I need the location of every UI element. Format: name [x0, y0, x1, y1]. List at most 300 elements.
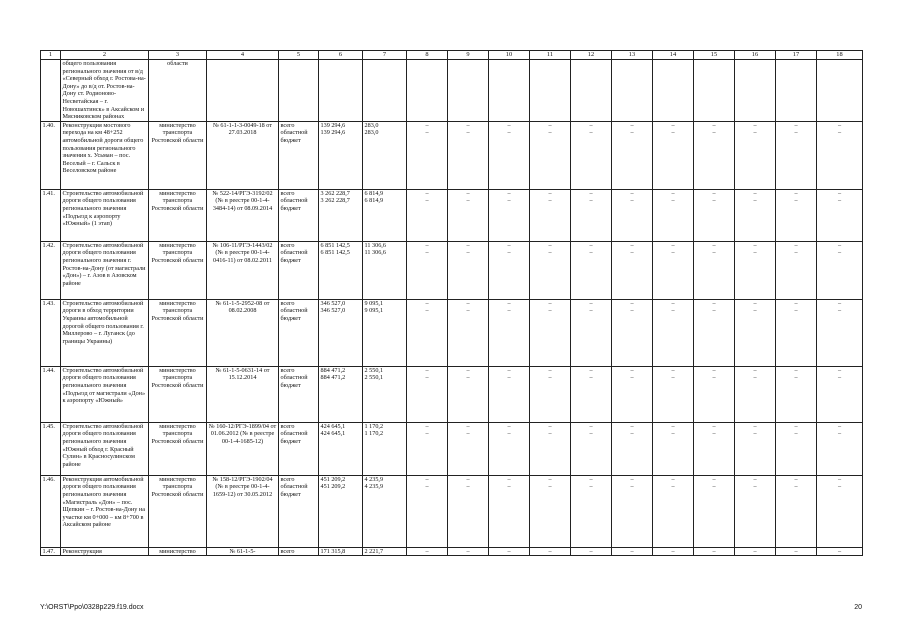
- empty-cell: [612, 60, 653, 122]
- table-row: [41, 422, 863, 475]
- dash-mark: –: [794, 307, 798, 315]
- dash-mark: –: [466, 241, 470, 249]
- row-number-cell: 1.45.: [41, 422, 61, 475]
- year-amount-cell: [407, 241, 448, 299]
- empty-cell: [735, 60, 776, 122]
- expertise-doc-cell: № 106-11/РГЭ-1443/02 (№ в реестре 00-1-4-0416-11) от 08.02.2011: [207, 241, 279, 299]
- column-number: 4: [207, 51, 279, 60]
- year-amount-cell: [776, 241, 817, 299]
- estimated-cost-cell: [319, 366, 363, 422]
- dash-mark: –: [630, 547, 634, 555]
- year-amount-cell: [448, 299, 489, 366]
- dash-mark: –: [794, 430, 798, 438]
- dash-mark: –: [548, 249, 552, 257]
- dash-mark: –: [466, 189, 470, 197]
- funding-regional-label: областной бюджет: [280, 374, 308, 389]
- dash-mark: –: [548, 307, 552, 315]
- column-number: 10: [489, 51, 530, 60]
- dash-mark: –: [671, 430, 675, 438]
- dash-mark: –: [753, 189, 757, 197]
- object-name-cell: Реконструкция мостового перехода на км 48+252 автомобильной дороги общего пользования регионального значения х. Усьман – пос. Веселый – г. Сальск в Веселовском районе: [61, 121, 149, 189]
- estimated-cost-cell: [319, 241, 363, 299]
- dash-mark: –: [507, 299, 511, 307]
- dash-mark: –: [712, 249, 716, 257]
- estimated-cost-cell: [319, 422, 363, 475]
- dash-mark: –: [425, 430, 429, 438]
- dash-mark: –: [753, 475, 757, 483]
- year-amount-cell: [612, 422, 653, 475]
- year-amount-cell: [448, 422, 489, 475]
- dash-mark: –: [548, 121, 552, 129]
- year-amount-cell: [776, 299, 817, 366]
- dash-mark: –: [589, 121, 593, 129]
- funding-source-cell: [279, 475, 319, 547]
- customer-cell: министерство транспорта Ростовской области: [149, 422, 207, 475]
- year-amount-cell: [489, 475, 530, 547]
- year-amount-cell: [571, 547, 612, 556]
- dash-mark: –: [548, 189, 552, 197]
- empty-cell: [448, 60, 489, 122]
- year-amount-cell: [448, 366, 489, 422]
- year-amount-cell: [817, 366, 863, 422]
- column-number: 18: [817, 51, 863, 60]
- year-amount-cell: [653, 241, 694, 299]
- year-amount-cell: [653, 121, 694, 189]
- empty-cell: [279, 60, 319, 122]
- dash-mark: –: [507, 430, 511, 438]
- dash-mark: –: [507, 374, 511, 382]
- year-amount-cell: [694, 422, 735, 475]
- dash-mark: –: [630, 299, 634, 307]
- dash-mark: –: [425, 197, 429, 205]
- funding-total-label: всего: [280, 422, 295, 430]
- dash-mark: –: [837, 430, 842, 438]
- dash-mark: –: [466, 307, 470, 315]
- year-amount-cell: [694, 241, 735, 299]
- dash-mark: –: [589, 197, 593, 205]
- dash-mark: –: [425, 241, 429, 249]
- year-amount-cell: [571, 366, 612, 422]
- estimated-cost-cell: [319, 189, 363, 241]
- page-number: 20: [854, 604, 862, 611]
- dash-mark: –: [712, 483, 716, 491]
- dash-mark: –: [466, 197, 470, 205]
- year-amount-cell: [653, 475, 694, 547]
- row-number-cell: 1.44.: [41, 366, 61, 422]
- dash-mark: –: [837, 374, 842, 382]
- dash-mark: –: [589, 374, 593, 382]
- year-amount-cell: [817, 299, 863, 366]
- expertise-doc-cell: № 160-12/РГЭ-1899/04 от 01.06.2012 (№ в реестре 00-1-4-1685-12): [207, 422, 279, 475]
- funding-source-cell: [279, 121, 319, 189]
- year-amount-cell: [448, 241, 489, 299]
- dash-mark: –: [425, 249, 429, 257]
- dash-mark: –: [712, 129, 716, 137]
- year-amount-cell: [653, 422, 694, 475]
- year-amount-cell: [817, 189, 863, 241]
- capacity-total: 9 095,1: [364, 299, 384, 307]
- dash-mark: –: [753, 197, 757, 205]
- dash-mark: –: [712, 475, 716, 483]
- dash-mark: –: [837, 483, 842, 491]
- dash-mark: –: [548, 241, 552, 249]
- dash-mark: –: [712, 366, 716, 374]
- dash-mark: –: [589, 189, 593, 197]
- dash-mark: –: [671, 121, 675, 129]
- dash-mark: –: [507, 475, 511, 483]
- dash-mark: –: [548, 475, 552, 483]
- dash-mark: –: [466, 129, 470, 137]
- table-row: [41, 299, 863, 366]
- dash-mark: –: [466, 483, 470, 491]
- dash-mark: –: [507, 483, 511, 491]
- capacity-cell: [363, 366, 407, 422]
- expertise-doc-cell: № 61-1-5-0631-14 от 15.12.2014: [207, 366, 279, 422]
- capacity-total: 4 235,9: [364, 475, 384, 483]
- estimated-cost-total: 6 851 142,5: [320, 241, 350, 249]
- dash-mark: –: [466, 430, 470, 438]
- year-amount-cell: [489, 121, 530, 189]
- dash-mark: –: [507, 121, 511, 129]
- dash-mark: –: [794, 197, 798, 205]
- column-number: 15: [694, 51, 735, 60]
- year-amount-cell: [817, 121, 863, 189]
- dash-mark: –: [630, 189, 634, 197]
- capacity-regional: 2 550,1: [364, 374, 384, 382]
- dash-mark: –: [466, 366, 470, 374]
- dash-mark: –: [589, 299, 593, 307]
- capacity-total: 2 550,1: [364, 366, 384, 374]
- dash-mark: –: [794, 547, 798, 555]
- year-amount-cell: [776, 189, 817, 241]
- column-number: 3: [149, 51, 207, 60]
- funding-total-label: всего: [280, 299, 295, 307]
- dash-mark: –: [753, 249, 757, 257]
- year-amount-cell: [612, 547, 653, 556]
- row-number-cell: 1.41.: [41, 189, 61, 241]
- dash-mark: –: [712, 307, 716, 315]
- estimated-cost-cell: 171 315,8: [319, 547, 363, 556]
- dash-mark: –: [794, 422, 798, 430]
- year-amount-cell: [735, 189, 776, 241]
- customer-cell: министерство: [149, 547, 207, 556]
- year-amount-cell: [489, 299, 530, 366]
- dash-mark: –: [425, 299, 429, 307]
- row-number-cell: [41, 60, 61, 122]
- dash-mark: –: [425, 366, 429, 374]
- dash-mark: –: [753, 422, 757, 430]
- dash-mark: –: [837, 422, 842, 430]
- table-row: [41, 121, 863, 189]
- capacity-cell: [363, 475, 407, 547]
- estimated-cost-cell: [319, 299, 363, 366]
- customer-cell: министерство транспорта Ростовской области: [149, 189, 207, 241]
- year-amount-cell: [407, 475, 448, 547]
- column-number: 8: [407, 51, 448, 60]
- year-amount-cell: [653, 189, 694, 241]
- column-number: 1: [41, 51, 61, 60]
- empty-cell: [530, 60, 571, 122]
- year-amount-cell: [448, 189, 489, 241]
- dash-mark: –: [837, 249, 842, 257]
- year-amount-cell: [407, 121, 448, 189]
- expertise-doc-cell: № 61-1-1-3-0049-18 от 27.03.2018: [207, 121, 279, 189]
- funding-regional-label: областной бюджет: [280, 197, 308, 212]
- dash-mark: –: [548, 366, 552, 374]
- year-amount-cell: [694, 366, 735, 422]
- expertise-doc-cell: № 61-1-5-: [207, 547, 279, 556]
- dash-mark: –: [712, 241, 716, 249]
- program-table: [40, 50, 863, 556]
- funding-regional-label: областной бюджет: [280, 430, 308, 445]
- estimated-cost-total: 884 471,2: [320, 366, 346, 374]
- dash-mark: –: [507, 366, 511, 374]
- capacity-cell: [363, 189, 407, 241]
- year-amount-cell: [612, 189, 653, 241]
- dash-mark: –: [507, 189, 511, 197]
- year-amount-cell: [571, 475, 612, 547]
- year-amount-cell: [448, 121, 489, 189]
- year-amount-cell: [612, 299, 653, 366]
- dash-mark: –: [671, 299, 675, 307]
- dash-mark: –: [671, 483, 675, 491]
- capacity-cell: [363, 299, 407, 366]
- customer-cell: министерство транспорта Ростовской области: [149, 241, 207, 299]
- estimated-cost-regional: 3 262 228,7: [320, 197, 350, 205]
- capacity-regional: 9 095,1: [364, 307, 384, 315]
- year-amount-cell: [530, 366, 571, 422]
- dash-mark: –: [425, 547, 429, 555]
- dash-mark: –: [466, 374, 470, 382]
- funding-total-label: всего: [280, 475, 295, 483]
- estimated-cost-cell: [319, 121, 363, 189]
- capacity-total: 11 306,6: [364, 241, 386, 249]
- column-number: 6: [319, 51, 363, 60]
- capacity-total: 1 170,2: [364, 422, 384, 430]
- capacity-total: 283,0: [364, 121, 379, 129]
- customer-cell: министерство транспорта Ростовской области: [149, 366, 207, 422]
- year-amount-cell: [407, 189, 448, 241]
- year-amount-cell: [530, 547, 571, 556]
- dash-mark: –: [507, 249, 511, 257]
- capacity-regional: 283,0: [364, 129, 379, 137]
- dash-mark: –: [753, 129, 757, 137]
- empty-cell: [776, 60, 817, 122]
- dash-mark: –: [671, 475, 675, 483]
- dash-mark: –: [712, 547, 716, 555]
- year-amount-cell: [407, 547, 448, 556]
- estimated-cost-total: 3 262 228,7: [320, 189, 350, 197]
- dash-mark: –: [589, 422, 593, 430]
- dash-mark: –: [425, 189, 429, 197]
- dash-mark: –: [794, 483, 798, 491]
- dash-mark: –: [837, 129, 842, 137]
- year-amount-cell: [735, 475, 776, 547]
- empty-cell: [407, 60, 448, 122]
- year-amount-cell: [694, 299, 735, 366]
- dash-mark: –: [630, 483, 634, 491]
- dash-mark: –: [794, 249, 798, 257]
- estimated-cost-regional: 346 527,0: [320, 307, 346, 315]
- empty-cell: [653, 60, 694, 122]
- year-amount-cell: [776, 366, 817, 422]
- dash-mark: –: [466, 299, 470, 307]
- dash-mark: –: [837, 366, 842, 374]
- funding-source-cell: [279, 366, 319, 422]
- capacity-cell: [363, 121, 407, 189]
- funding-total-label: всего: [280, 121, 295, 129]
- column-number: 9: [448, 51, 489, 60]
- year-amount-cell: [735, 121, 776, 189]
- funding-total-label: всего: [280, 366, 295, 374]
- year-amount-cell: [694, 121, 735, 189]
- dash-mark: –: [837, 189, 842, 197]
- year-amount-cell: [776, 547, 817, 556]
- dash-mark: –: [671, 422, 675, 430]
- dash-mark: –: [671, 374, 675, 382]
- table-row: [41, 241, 863, 299]
- dash-mark: –: [630, 374, 634, 382]
- empty-cell: [817, 60, 863, 122]
- dash-mark: –: [671, 197, 675, 205]
- estimated-cost-regional: 6 851 142,5: [320, 249, 350, 257]
- year-amount-cell: [612, 366, 653, 422]
- row-number-cell: 1.40.: [41, 121, 61, 189]
- dash-mark: –: [466, 422, 470, 430]
- dash-mark: –: [837, 547, 842, 555]
- expertise-doc-cell: № 61-1-5-2952-08 от 08.02.2008: [207, 299, 279, 366]
- year-amount-cell: [735, 241, 776, 299]
- year-amount-cell: [530, 475, 571, 547]
- year-amount-cell: [530, 121, 571, 189]
- dash-mark: –: [548, 299, 552, 307]
- object-name-cell: Строительство автомобильной дороги общего пользования регионального значения г. Ростов-на-Дону (от магистрали «Дон») – г. Азов в Азовском районе: [61, 241, 149, 299]
- year-amount-cell: [407, 299, 448, 366]
- year-amount-cell: [817, 547, 863, 556]
- empty-cell: [694, 60, 735, 122]
- dash-mark: –: [548, 129, 552, 137]
- dash-mark: –: [794, 299, 798, 307]
- capacity-regional: 4 235,9: [364, 483, 384, 491]
- dash-mark: –: [671, 129, 675, 137]
- dash-mark: –: [630, 241, 634, 249]
- dash-mark: –: [753, 366, 757, 374]
- dash-mark: –: [425, 129, 429, 137]
- table-row: [41, 475, 863, 547]
- object-name-cell: Строительство автомобильной дороги общего пользования регионального значения «Подъезд к аэропорту «Южный» (1 этап): [61, 189, 149, 241]
- object-name-cell: Строительство автомобильной дороги в обход территории Украины автомобильной дорогой общего пользования г. Миллерово – г. Луганск (до границы Украины): [61, 299, 149, 366]
- funding-regional-label: областной бюджет: [280, 249, 308, 264]
- table-row: [41, 547, 863, 556]
- dash-mark: –: [671, 249, 675, 257]
- customer-cell: министерство транспорта Ростовской области: [149, 299, 207, 366]
- dash-mark: –: [466, 475, 470, 483]
- table-row: [41, 189, 863, 241]
- customer-cell: министерство транспорта Ростовской области: [149, 121, 207, 189]
- dash-mark: –: [630, 430, 634, 438]
- dash-mark: –: [507, 422, 511, 430]
- funding-source-cell: [279, 189, 319, 241]
- dash-mark: –: [630, 197, 634, 205]
- funding-total-label: всего: [280, 189, 295, 197]
- dash-mark: –: [794, 129, 798, 137]
- capacity-cell: [363, 241, 407, 299]
- year-amount-cell: [448, 475, 489, 547]
- funding-source-cell: [279, 422, 319, 475]
- object-name-cell: общего пользования регионального значения от в/д «Северный обход г. Ростова-на-Дону» до в/д от. Ростов-на-Дону ст. Родионово-Несветайская – г. Новошахтинск» в Аксайском и Мясниковском районах: [61, 60, 149, 122]
- year-amount-cell: [817, 475, 863, 547]
- dash-mark: –: [630, 249, 634, 257]
- dash-mark: –: [794, 366, 798, 374]
- column-number: 14: [653, 51, 694, 60]
- dash-mark: –: [589, 129, 593, 137]
- year-amount-cell: [776, 475, 817, 547]
- dash-mark: –: [837, 121, 842, 129]
- funding-regional-label: областной бюджет: [280, 307, 308, 322]
- dash-mark: –: [712, 121, 716, 129]
- dash-mark: –: [507, 547, 511, 555]
- customer-cell: министерство транспорта Ростовской области: [149, 475, 207, 547]
- year-amount-cell: [653, 366, 694, 422]
- funding-total-label: всего: [280, 241, 295, 249]
- dash-mark: –: [630, 422, 634, 430]
- year-amount-cell: [489, 241, 530, 299]
- column-number-row: [41, 51, 863, 60]
- row-number-cell: 1.46.: [41, 475, 61, 547]
- dash-mark: –: [466, 121, 470, 129]
- empty-cell: [363, 60, 407, 122]
- year-amount-cell: [530, 299, 571, 366]
- dash-mark: –: [548, 547, 552, 555]
- estimated-cost-regional: 884 471,2: [320, 374, 346, 382]
- year-amount-cell: [694, 189, 735, 241]
- year-amount-cell: [489, 547, 530, 556]
- year-amount-cell: [817, 241, 863, 299]
- year-amount-cell: [489, 366, 530, 422]
- year-amount-cell: [407, 422, 448, 475]
- dash-mark: –: [753, 121, 757, 129]
- dash-mark: –: [671, 189, 675, 197]
- column-number: 2: [61, 51, 149, 60]
- dash-mark: –: [753, 299, 757, 307]
- dash-mark: –: [712, 197, 716, 205]
- year-amount-cell: [653, 547, 694, 556]
- object-name-cell: Реконструкция: [61, 547, 149, 556]
- empty-cell: [319, 60, 363, 122]
- capacity-regional: 1 170,2: [364, 430, 384, 438]
- estimated-cost-cell: [319, 475, 363, 547]
- row-number-cell: 1.43.: [41, 299, 61, 366]
- dash-mark: –: [671, 241, 675, 249]
- dash-mark: –: [712, 299, 716, 307]
- column-number: 11: [530, 51, 571, 60]
- year-amount-cell: [448, 547, 489, 556]
- row-number-cell: 1.47.: [41, 547, 61, 556]
- year-amount-cell: [571, 121, 612, 189]
- dash-mark: –: [589, 475, 593, 483]
- dash-mark: –: [837, 299, 842, 307]
- estimated-cost-regional: 424 645,1: [320, 430, 346, 438]
- year-amount-cell: [530, 189, 571, 241]
- dash-mark: –: [548, 374, 552, 382]
- dash-mark: –: [548, 483, 552, 491]
- dash-mark: –: [837, 307, 842, 315]
- column-number: 13: [612, 51, 653, 60]
- dash-mark: –: [589, 249, 593, 257]
- dash-mark: –: [794, 374, 798, 382]
- dash-mark: –: [630, 366, 634, 374]
- capacity-cell: [363, 422, 407, 475]
